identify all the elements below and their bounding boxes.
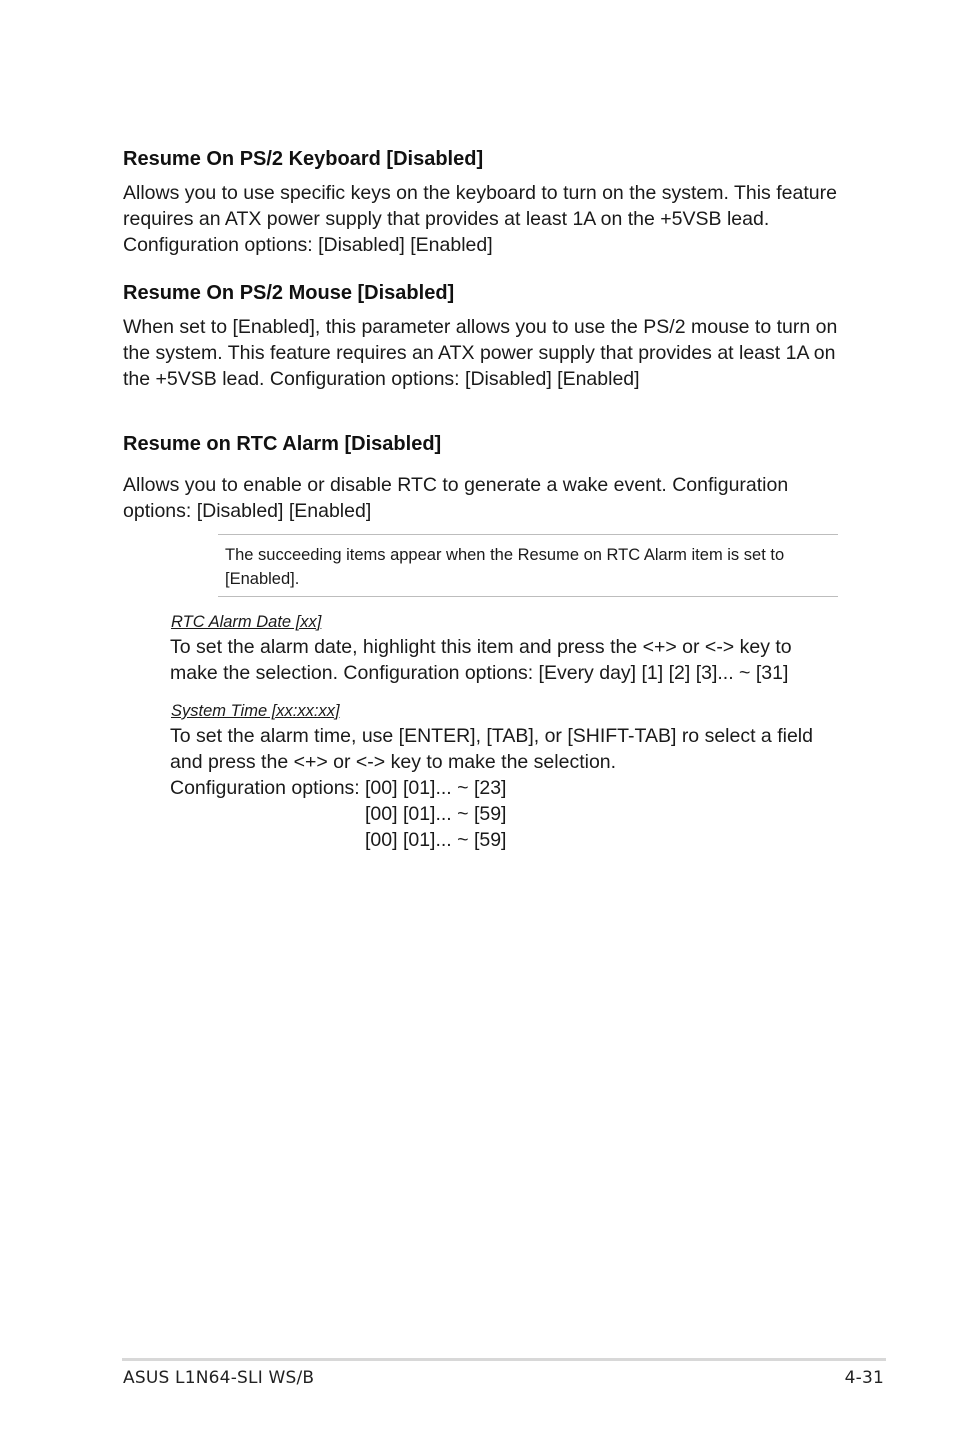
footer-page-number: 4-31 xyxy=(844,1368,884,1388)
note-text: The succeeding items appear when the Resume on RTC Alarm item is set to [Enabled]. xyxy=(225,546,785,588)
rtc-alarm-date-label: RTC Alarm Date [xx] xyxy=(171,613,322,631)
system-time-label: System Time [xx:xx:xx] xyxy=(171,702,340,720)
system-time-description-line1: To set the alarm time, use [ENTER], [TAB], or [SHIFT-TAB] ro select a field xyxy=(170,725,813,747)
section-heading-ps2-mouse: Resume On PS/2 Mouse [Disabled] xyxy=(123,282,455,304)
note-box xyxy=(218,534,838,597)
system-time-description-line2: and press the <+> or <-> key to make the selection. xyxy=(170,751,617,773)
rtc-alarm-date-description: To set the alarm date, highlight this item and press the <+> or <-> key to make the selection. Configuration options: [Every day] [1] [2] [3]... ~ [31] xyxy=(170,636,792,684)
section-heading-ps2-keyboard: Resume On PS/2 Keyboard [Disabled] xyxy=(123,148,484,170)
section-heading-rtc-alarm: Resume on RTC Alarm [Disabled] xyxy=(123,433,442,455)
system-time-minute-options: [00] [01]... ~ [59] xyxy=(365,803,507,825)
system-time-second-options: [00] [01]... ~ [59] xyxy=(365,829,507,851)
section-body-ps2-mouse: When set to [Enabled], this parameter allows you to use the PS/2 mouse to turn on the system. This feature requires an ATX power supply that provides at least 1A on the +5VSB lead. Configuration options: [Disabled] [Enabled] xyxy=(123,316,838,390)
footer-rule xyxy=(122,1358,886,1361)
section-body-ps2-keyboard: Allows you to use specific keys on the keyboard to turn on the system. This feature requires an ATX power supply that provides at least 1A on the +5VSB lead. Configuration options: [Disabled] [Enabled] xyxy=(123,182,837,256)
footer-product-name: ASUS L1N64-SLI WS/B xyxy=(123,1368,315,1388)
system-time-config-prefix: Configuration options: xyxy=(170,777,360,799)
section-body-rtc-alarm: Allows you to enable or disable RTC to generate a wake event. Configuration options: [Disabled] [Enabled] xyxy=(123,474,789,522)
system-time-hour-options: [00] [01]... ~ [23] xyxy=(365,777,507,799)
